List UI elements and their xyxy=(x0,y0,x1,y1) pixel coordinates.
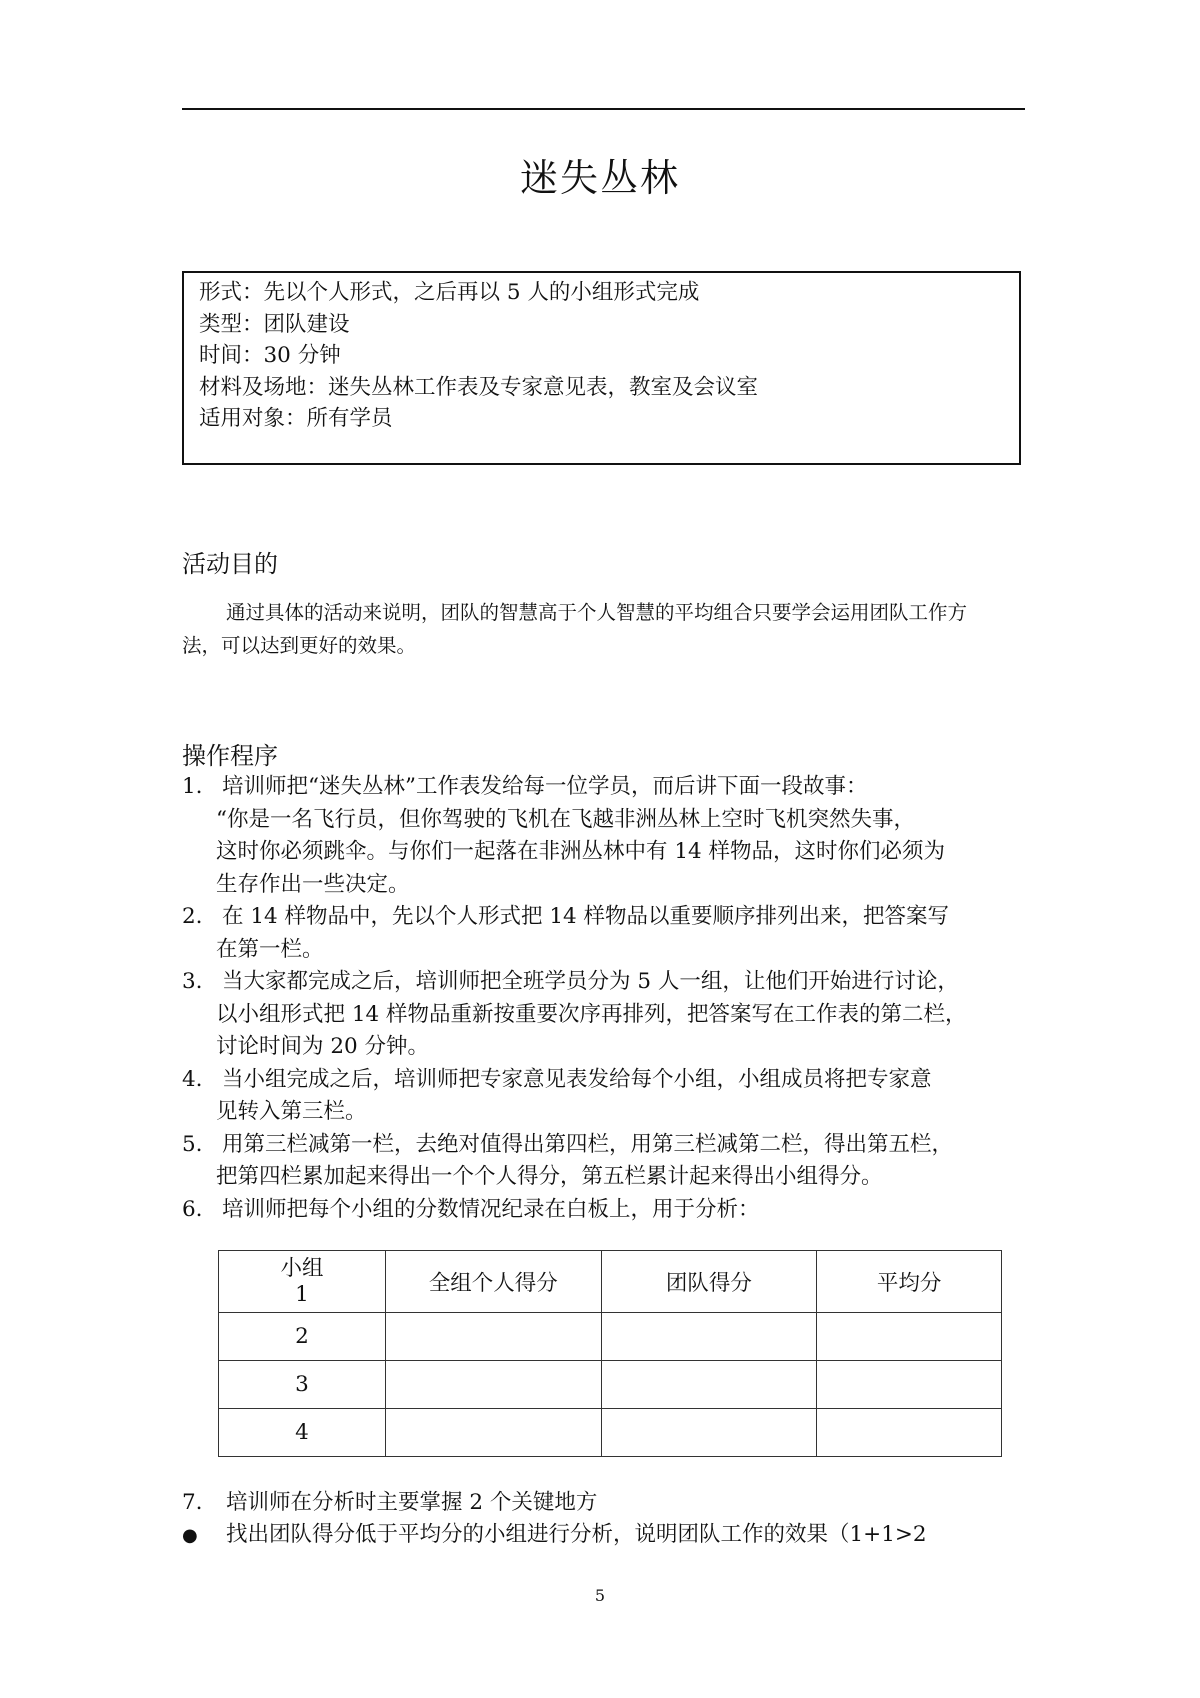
step-number: 6. xyxy=(182,1196,203,1222)
table-cell xyxy=(601,1409,817,1457)
step-text: 这时你必须跳伞。与你们一起落在非洲丛林中有 14 样物品，这时你们必须为 xyxy=(216,839,946,864)
step-text: 在 14 样物品中，先以个人形式把 14 样物品以重要顺序排列出来，把答案写 xyxy=(222,904,950,929)
bullet-icon: ● xyxy=(182,1525,198,1546)
table-cell xyxy=(817,1409,1002,1457)
step-number: 4. xyxy=(182,1066,203,1092)
score-table xyxy=(218,1250,1002,1457)
step-text: 当大家都完成之后，培训师把全班学员分为 5 人一组，让他们开始进行讨论， xyxy=(222,969,959,994)
step-text: 培训师把“迷失丛林”工作表发给每一位学员，而后讲下面一段故事： xyxy=(222,774,868,799)
step-text: 在第一栏。 xyxy=(216,936,324,962)
info-box xyxy=(182,271,1021,465)
table-header-team-score: 团队得分 xyxy=(601,1251,817,1313)
table-cell-group: 3 xyxy=(219,1361,386,1409)
bullet-text: 找出团队得分低于平均分的小组进行分析，说明团队工作的效果（1+1>2 xyxy=(226,1522,927,1547)
table-header-row xyxy=(219,1251,1002,1313)
step-text: 以小组形式把 14 样物品重新按重要次序再排列，把答案写在工作表的第二栏， xyxy=(216,1001,967,1027)
table-header-average: 平均分 xyxy=(817,1251,1002,1313)
step-number: 1. xyxy=(182,774,203,799)
step-1 xyxy=(182,771,1042,901)
info-format: 形式：先以个人形式，之后再以 5 人的小组形式完成 xyxy=(199,280,700,305)
step-number: 3. xyxy=(182,969,203,994)
table-row xyxy=(219,1361,1002,1409)
step-text: 把第四栏累加起来得出一个个人得分，第五栏累计起来得出小组得分。 xyxy=(216,1164,883,1189)
table-row xyxy=(219,1409,1002,1457)
table-cell xyxy=(385,1313,601,1361)
info-materials: 材料及场地：迷失丛林工作表及专家意见表，教室及会议室 xyxy=(199,374,759,400)
table-row xyxy=(219,1313,1002,1361)
step-text: 生存作出一些决定。 xyxy=(216,871,410,897)
step-5 xyxy=(182,1129,1042,1194)
step-number: 2. xyxy=(182,904,203,929)
step-3 xyxy=(182,966,1042,1064)
table-header-group-label: 小组 xyxy=(280,1255,324,1281)
table-header-group xyxy=(219,1251,386,1313)
step-6 xyxy=(182,1194,1042,1227)
purpose-line-1: 通过具体的活动来说明，团队的智慧高于个人智慧的平均组合只要学会运用团队工作方 xyxy=(226,601,968,624)
table-cell-group: 2 xyxy=(219,1313,386,1361)
step-4 xyxy=(182,1064,1042,1129)
purpose-line-2: 法，可以达到更好的效果。 xyxy=(182,634,417,657)
step-number: 5. xyxy=(182,1131,203,1157)
header-rule xyxy=(182,108,1025,110)
page-title: 迷失丛林 xyxy=(519,156,680,200)
step-2 xyxy=(182,901,1042,966)
step-text: “你是一名飞行员，但你驾驶的飞机在飞越非洲丛林上空时飞机突然失事， xyxy=(216,806,915,832)
table-cell xyxy=(601,1361,817,1409)
procedure-heading: 操作程序 xyxy=(182,742,278,770)
purpose-paragraph xyxy=(182,596,1025,662)
procedure-steps xyxy=(182,771,1042,1226)
step-text: 用第三栏减第一栏，去绝对值得出第四栏，用第三栏减第二栏，得出第五栏， xyxy=(222,1131,954,1157)
bullet-item xyxy=(182,1519,927,1552)
info-time: 时间：30 分钟 xyxy=(199,343,341,368)
table-cell xyxy=(601,1313,817,1361)
table-cell xyxy=(817,1313,1002,1361)
table-cell-group: 4 xyxy=(219,1409,386,1457)
step-text: 培训师在分析时主要掌握 2 个关键地方 xyxy=(226,1490,598,1515)
step-text: 见转入第三栏。 xyxy=(216,1099,367,1124)
table-cell xyxy=(385,1361,601,1409)
page-number: 5 xyxy=(594,1586,606,1605)
step-7 xyxy=(182,1487,597,1519)
purpose-heading: 活动目的 xyxy=(182,550,278,578)
table-cell xyxy=(817,1361,1002,1409)
step-text: 当小组完成之后，培训师把专家意见表发给每个小组，小组成员将把专家意 xyxy=(222,1066,932,1092)
step-text: 讨论时间为 20 分钟。 xyxy=(216,1034,430,1059)
info-audience: 适用对象：所有学员 xyxy=(199,406,393,431)
info-type: 类型：团队建设 xyxy=(199,311,350,337)
step-number: 7. xyxy=(182,1490,203,1515)
table-cell xyxy=(385,1409,601,1457)
table-header-group-number: 1 xyxy=(295,1281,309,1307)
step-text: 培训师把每个小组的分数情况纪录在白板上，用于分析： xyxy=(222,1196,760,1222)
table-header-individual-score: 全组个人得分 xyxy=(385,1251,601,1313)
